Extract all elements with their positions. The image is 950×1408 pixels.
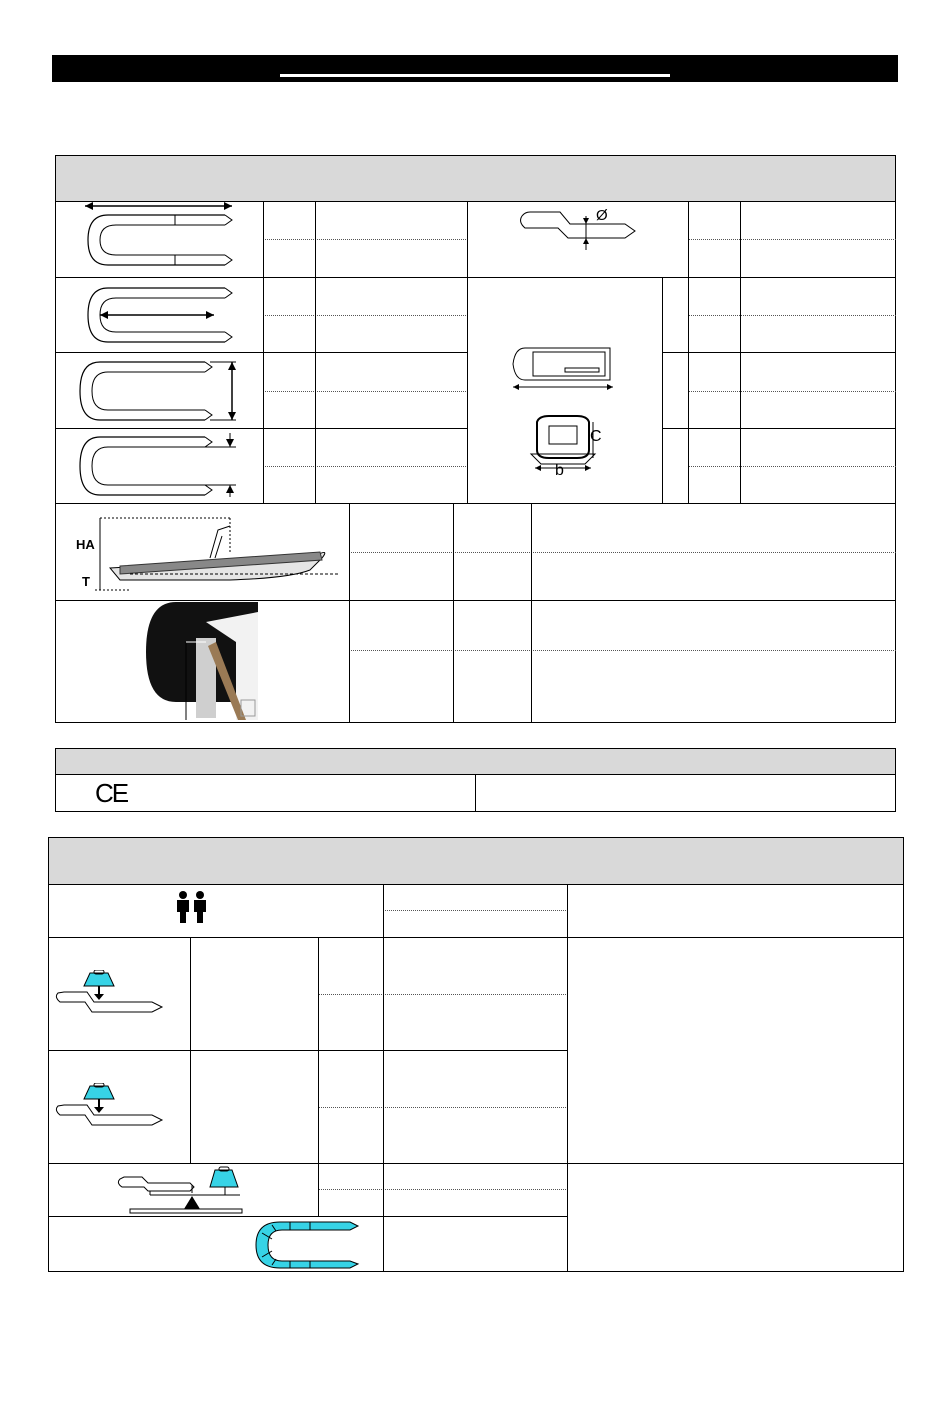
weight-icon [52,970,167,1020]
tube-sections-icon [250,1219,365,1271]
ce-mark-icon: CE [95,778,128,808]
b-dimension-label: b [555,462,564,479]
weight-icon-2 [52,1083,167,1133]
ha-label: HA [76,537,95,552]
capacity-table-header [48,837,904,885]
persons-icon [174,890,210,924]
t-label: T [82,574,90,589]
balance-icon [110,1165,270,1215]
c-dimension-label: C [590,428,602,445]
diameter-label: Ø [596,207,608,224]
